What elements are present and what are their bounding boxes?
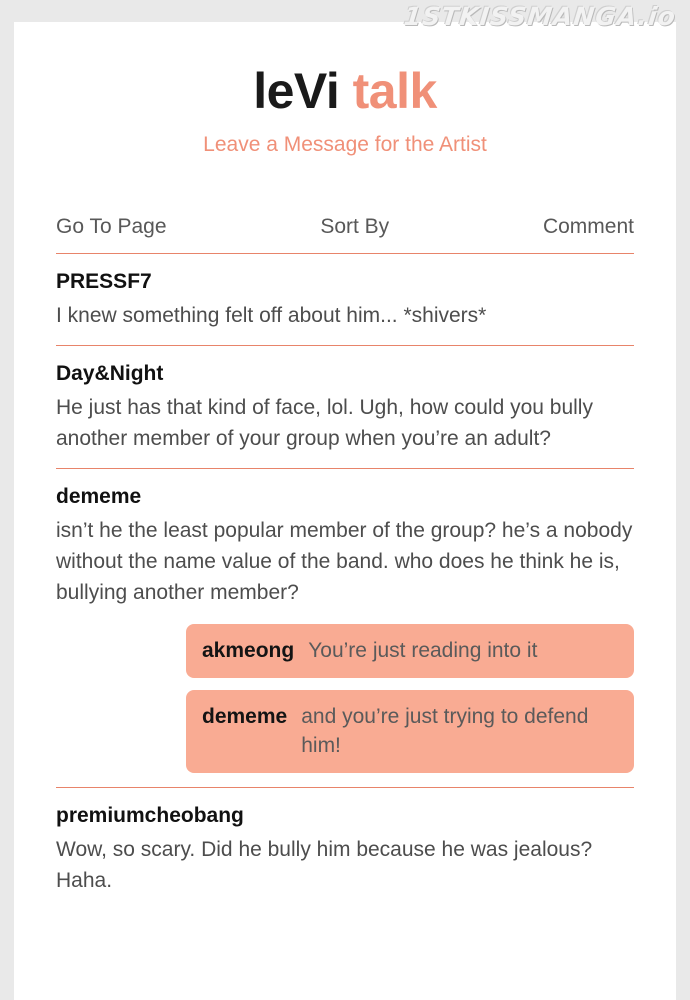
reply-body: and you’re just trying to defend him! (301, 704, 589, 758)
comment-author[interactable]: premiumcheobang (56, 803, 244, 827)
page-subtitle: Leave a Message for the Artist (203, 133, 487, 156)
comment-body: Wow, so scary. Did he bully him because he was jealous? Haha. (56, 837, 593, 892)
reply-list (56, 624, 634, 772)
page-title (56, 64, 634, 119)
reply-author[interactable]: akmeong (202, 639, 295, 663)
comment-toolbar (56, 215, 634, 254)
comment-item (56, 469, 634, 787)
page-title-primary: leVi (253, 63, 340, 119)
site-watermark: 1STKISSMANGA.io (402, 2, 678, 31)
comment-author[interactable]: Day&Night (56, 362, 164, 386)
comment-item (56, 254, 634, 346)
sort-by-button[interactable]: Sort By (320, 215, 390, 238)
comment-button[interactable]: Comment (542, 215, 634, 238)
reply-item (186, 690, 634, 773)
reply-item (186, 624, 634, 677)
comment-item (56, 346, 634, 469)
reply-body: You’re just reading into it (308, 639, 538, 663)
comment-body: He just has that kind of face, lol. Ugh, how could you bully another member of your group when you’re an adult? (56, 396, 593, 451)
comment-body: isn’t he the least popular member of the group? he’s a nobody without the name value of the band. who does he think he is, bullying another member? (56, 519, 633, 605)
reply-author[interactable]: dememe (202, 704, 288, 728)
comment-author[interactable]: PRESSF7 (56, 270, 152, 293)
comment-page (14, 22, 676, 1000)
go-to-page-button[interactable]: Go To Page (56, 215, 167, 238)
comment-body: I knew something felt off about him... *shivers* (56, 304, 487, 327)
comment-item (56, 788, 634, 910)
page-title-accent: talk (352, 63, 437, 119)
comment-author[interactable]: dememe (56, 485, 142, 509)
